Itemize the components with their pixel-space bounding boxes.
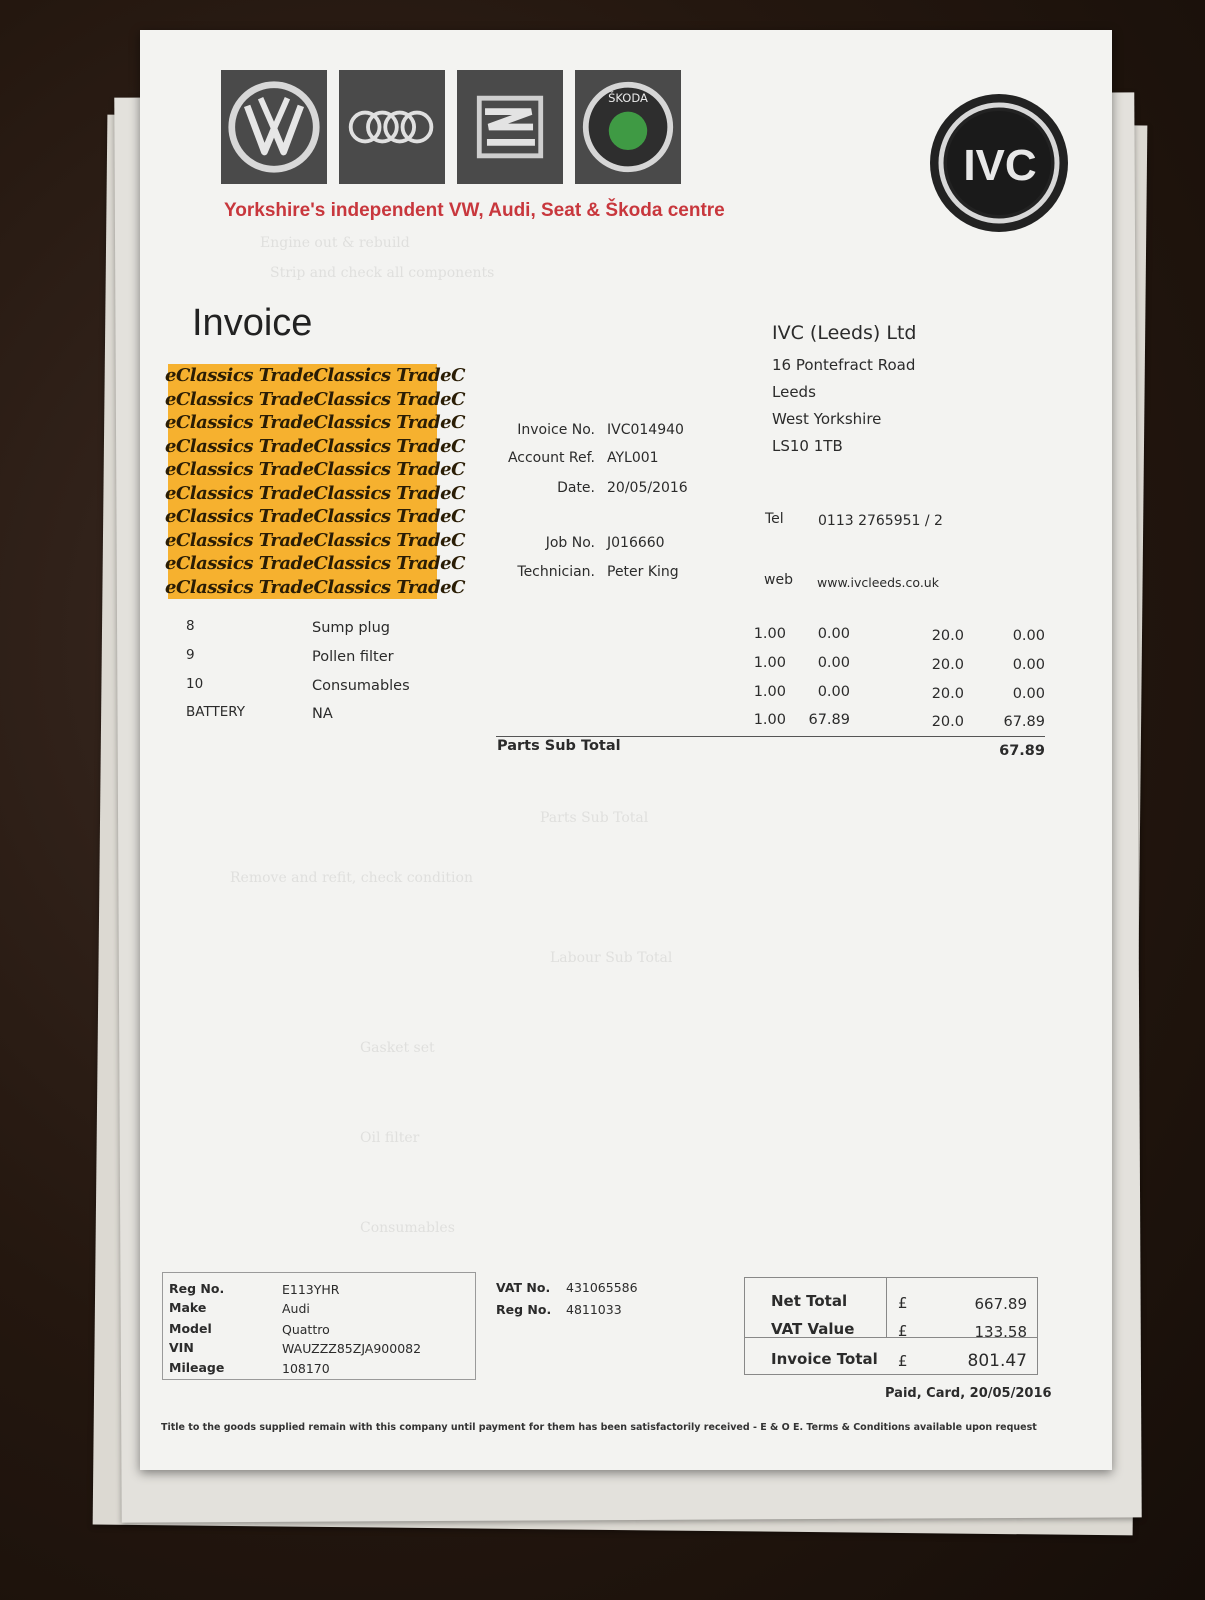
vehicle-label: VIN — [169, 1340, 194, 1355]
vehicle-value: Audi — [282, 1301, 310, 1316]
parts-subtotal-label: Parts Sub Total — [497, 738, 621, 754]
part-vat-rate: 20.0 — [931, 628, 964, 644]
vehicle-details — [162, 1272, 476, 1380]
watermark-text: eClassics TradeClassics TradeC — [165, 459, 465, 480]
web-link[interactable]: www.ivcleeds.co.uk — [817, 575, 939, 590]
company-name: IVC (Leeds) Ltd — [772, 322, 917, 344]
divider — [496, 736, 1045, 737]
part-vat-rate: 20.0 — [931, 714, 964, 730]
address-line: 16 Pontefract Road — [772, 356, 916, 374]
vehicle-value: Quattro — [282, 1322, 330, 1337]
part-code: BATTERY — [186, 704, 245, 720]
vehicle-label: Model — [169, 1321, 212, 1336]
part-unit-price: 67.89 — [808, 712, 850, 728]
meta-value: Peter King — [607, 564, 679, 580]
skoda-icon — [580, 79, 676, 175]
watermark-text: eClassics TradeClassics TradeC — [165, 576, 465, 598]
watermark-text: eClassics TradeClassics TradeC — [165, 506, 465, 527]
audi-logo — [339, 70, 445, 184]
vw-logo — [221, 70, 327, 184]
part-quantity: 1.00 — [753, 712, 786, 728]
address-line: LS10 1TB — [772, 437, 843, 455]
part-code: 10 — [186, 676, 204, 692]
vat-info-label: Reg No. — [496, 1302, 552, 1317]
net-total-label: Net Total — [771, 1292, 848, 1310]
part-quantity: 1.00 — [753, 655, 786, 671]
invoice-total-label: Invoice Total — [771, 1350, 878, 1368]
vw-icon — [226, 79, 322, 175]
part-code: 9 — [186, 647, 195, 663]
tagline: Yorkshire's independent VW, Audi, Seat & Škoda centre — [224, 200, 725, 221]
bleed-through-text: Remove and refit, check condition — [230, 870, 473, 886]
seat-logo — [457, 70, 563, 184]
web-label: web — [764, 572, 793, 588]
vat-info-label: VAT No. — [496, 1280, 551, 1295]
invoice-page — [140, 30, 1112, 1470]
vat-value-label: VAT Value — [771, 1320, 855, 1338]
bleed-through-text: Strip and check all components — [270, 265, 495, 281]
part-description: Consumables — [312, 678, 410, 694]
part-quantity: 1.00 — [753, 626, 786, 642]
net-total-value: 667.89 — [974, 1295, 1027, 1313]
part-description: Pollen filter — [312, 649, 394, 665]
watermark-text: eClassics TradeClassics TradeC — [165, 553, 465, 574]
bleed-through-text: Engine out & rebuild — [260, 235, 410, 251]
vehicle-value: E113YHR — [282, 1282, 340, 1297]
meta-value: J016660 — [607, 535, 665, 551]
part-unit-price: 0.00 — [817, 655, 850, 671]
part-code: 8 — [186, 618, 195, 634]
ivc-logo — [928, 92, 1070, 234]
meta-value: IVC014940 — [607, 422, 684, 438]
parts-subtotal-value: 67.89 — [999, 743, 1045, 759]
divider — [886, 1278, 887, 1337]
part-line-total: 0.00 — [1012, 686, 1045, 702]
tel-value: 0113 2765951 / 2 — [818, 513, 943, 529]
audi-rings-icon — [344, 79, 440, 175]
bleed-through-text: Consumables — [360, 1220, 455, 1236]
part-line-total: 67.89 — [1003, 714, 1045, 730]
vat-value-amount: 133.58 — [974, 1323, 1027, 1341]
vehicle-label: Make — [169, 1300, 207, 1315]
part-description: Sump plug — [312, 620, 390, 636]
bleed-through-text: Labour Sub Total — [550, 950, 673, 966]
vehicle-value: 108170 — [282, 1361, 330, 1376]
invoice-total-value: 801.47 — [967, 1351, 1027, 1371]
page-title: Invoice — [192, 302, 313, 344]
totals-box — [744, 1277, 1038, 1375]
part-quantity: 1.00 — [753, 684, 786, 700]
vat-info-value: 431065586 — [566, 1280, 638, 1295]
part-vat-rate: 20.0 — [931, 657, 964, 673]
ivc-logo-text: IVC — [963, 141, 1037, 190]
part-unit-price: 0.00 — [817, 626, 850, 642]
meta-value: AYL001 — [607, 450, 659, 466]
currency-symbol: £ — [898, 1294, 908, 1312]
meta-label: Date. — [557, 480, 595, 496]
watermark-text: eClassics TradeClassics TradeC — [165, 482, 465, 504]
watermark-text: eClassics TradeClassics TradeC — [165, 529, 465, 551]
address-line: West Yorkshire — [772, 410, 882, 428]
skoda-logo-text: ŠKODA — [608, 91, 648, 106]
ivc-emblem-icon — [928, 92, 1070, 234]
watermark-text: eClassics TradeClassics TradeC — [165, 435, 465, 457]
part-description: NA — [312, 706, 333, 722]
currency-symbol: £ — [898, 1322, 908, 1340]
meta-label: Technician. — [517, 564, 595, 580]
redaction-watermark — [165, 364, 465, 599]
meta-label: Account Ref. — [507, 450, 595, 466]
vehicle-label: Mileage — [169, 1360, 225, 1375]
part-vat-rate: 20.0 — [931, 686, 964, 702]
currency-symbol: £ — [898, 1352, 908, 1370]
skoda-logo — [575, 70, 681, 184]
watermark-text: eClassics TradeClassics TradeC — [165, 388, 465, 410]
vehicle-value: WAUZZZ85ZJA900082 — [282, 1341, 422, 1356]
meta-label: Job No. — [545, 535, 595, 551]
watermark-text: eClassics TradeClassics TradeC — [165, 412, 465, 433]
address-line: Leeds — [772, 383, 816, 401]
part-line-total: 0.00 — [1012, 657, 1045, 673]
terms-text: Title to the goods supplied remain with this company until payment for them has been satisfactorily received - E & O E. Terms & Conditions available upon request — [161, 1422, 1037, 1433]
watermark-text: eClassics TradeClassics TradeC — [165, 365, 465, 386]
bleed-through-text: Parts Sub Total — [540, 810, 649, 826]
bleed-through-text: Gasket set — [360, 1040, 435, 1056]
tel-label: Tel — [765, 511, 784, 527]
part-unit-price: 0.00 — [817, 684, 850, 700]
bleed-through-text: Oil filter — [360, 1130, 420, 1146]
seat-icon — [462, 79, 558, 175]
meta-value: 20/05/2016 — [607, 480, 688, 496]
part-line-total: 0.00 — [1012, 628, 1045, 644]
vehicle-label: Reg No. — [169, 1281, 225, 1296]
company-address — [772, 322, 916, 460]
vat-info-value: 4811033 — [566, 1302, 622, 1317]
meta-label: Invoice No. — [517, 422, 595, 438]
payment-note: Paid, Card, 20/05/2016 — [885, 1386, 1052, 1401]
